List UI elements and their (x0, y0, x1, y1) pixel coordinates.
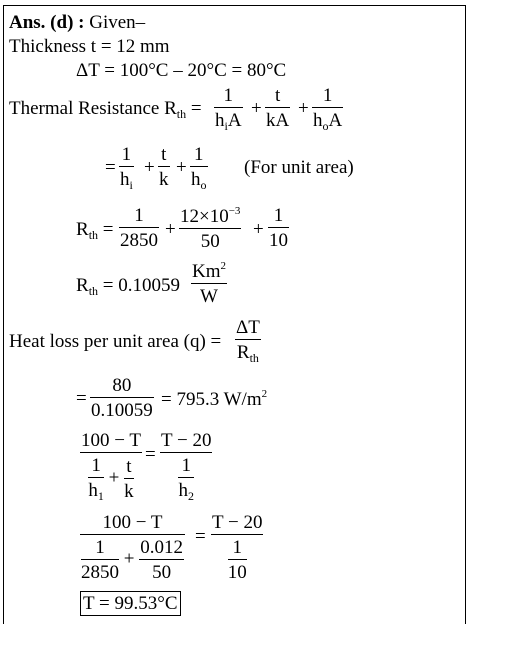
q-num: 80 (90, 376, 154, 398)
rth-fraction-2 (179, 206, 241, 251)
answer-label: Ans. (d) : (9, 12, 85, 33)
balance2-right-num: T − 20 (212, 512, 263, 533)
balance1-right-den: $\frac{1}{h_2}$ (178, 455, 194, 503)
equals-sign: = (145, 444, 156, 465)
balance1-right (160, 431, 212, 502)
plus-sign: + (298, 98, 309, 119)
heat-loss-fraction (235, 318, 261, 364)
balance1-left (80, 431, 142, 502)
rth-fraction-1 (119, 206, 159, 250)
final-answer (80, 594, 181, 613)
tr-f2-den: kA (266, 110, 290, 131)
tr-f3-den: $h_oA$ (313, 110, 343, 133)
rth-unit-num: Km$^2$ (192, 260, 226, 282)
equals-sign: = (195, 526, 206, 547)
plus-sign: + (144, 157, 155, 178)
thickness-line: Thickness t = 12 mm (9, 36, 170, 57)
ua-f3-num: 1 (190, 145, 208, 167)
rth-value: 0.10059 (118, 275, 180, 296)
tr-f1-num: 1 (214, 86, 243, 108)
ua-f2-den: k (159, 169, 169, 190)
heat-loss-label: Heat loss per unit area (q) = (9, 331, 222, 352)
balance1-right-num: T − 20 (161, 430, 212, 451)
final-answer-box: T = 99.53°C (80, 591, 181, 616)
balance1-left-den: $\frac{1}{h_1}$ + $\frac{t}{k}$ (88, 455, 134, 503)
rth-value-line: $R_{th} = 0.10059$ (76, 275, 180, 298)
heat-loss-den: $R_{th}$ (236, 342, 259, 365)
heat-loss-num: ΔT (236, 317, 260, 338)
tr-fraction-1 (214, 86, 243, 132)
delta-t-line: ΔT = 100°C – 20°C = 80°C (76, 60, 287, 81)
q-fraction (90, 376, 154, 420)
rth-unit-den: W (200, 286, 218, 307)
rth-fraction-3 (268, 206, 289, 250)
q-result: = 795.3 $W/m^2$ (161, 388, 268, 410)
q-den: 0.10059 (91, 400, 153, 421)
plus-sign: + (176, 157, 187, 178)
rth-f2-num: $12\times 10^{-3}$ (180, 205, 241, 227)
ua-fraction-1 (119, 145, 134, 191)
tr-fraction-3 (312, 86, 343, 132)
rth-f1-num: 1 (119, 206, 159, 228)
balance2-left-num: 100 − T (80, 513, 185, 535)
ua-f1-num: 1 (119, 145, 134, 167)
balance2-left-den: $\frac{1}{2850}$ + $\frac{0.012}{50}$ (81, 537, 183, 583)
tr-fraction-2 (265, 86, 290, 130)
given-label: Given– (89, 12, 146, 33)
tr-f1-den: $h_iA$ (215, 110, 242, 133)
equals-sign: = (105, 157, 116, 178)
unit-area-note: (For unit area) (244, 157, 354, 178)
ua-fraction-2 (158, 145, 170, 189)
rth-label: $R_{th}$ = (76, 219, 114, 242)
balance2-left (80, 513, 185, 582)
rth-f1-den: 2850 (120, 230, 158, 251)
plus-sign: + (251, 98, 262, 119)
ua-f3-den: $h_o$ (191, 169, 207, 192)
balance2-right-den: $\frac{1}{10}$ (227, 537, 247, 583)
thermal-resistance-label: Thermal Resistance $R_{th}$ = (9, 98, 202, 121)
rth-f3-den: 10 (269, 230, 288, 251)
rth-f2-den: 50 (200, 231, 220, 252)
answer-header (9, 13, 145, 32)
equals-sign: = (76, 388, 87, 409)
balance1-left-num: 100 − T (81, 430, 141, 451)
ua-f1-den: $h_i$ (120, 169, 133, 192)
tr-label-text: Thermal Resistance R (9, 98, 177, 119)
tr-f2-num: t (265, 86, 290, 108)
ua-fraction-3 (190, 145, 208, 191)
balance2-right (211, 513, 263, 582)
rth-unit-fraction (191, 261, 227, 306)
plus-sign: + (165, 219, 176, 240)
tr-f3-num: 1 (312, 86, 343, 108)
ua-f2-num: t (158, 145, 170, 167)
plus-sign: + (253, 219, 264, 240)
rth-f3-num: 1 (268, 206, 289, 228)
tr-label-sub: th (176, 107, 187, 121)
